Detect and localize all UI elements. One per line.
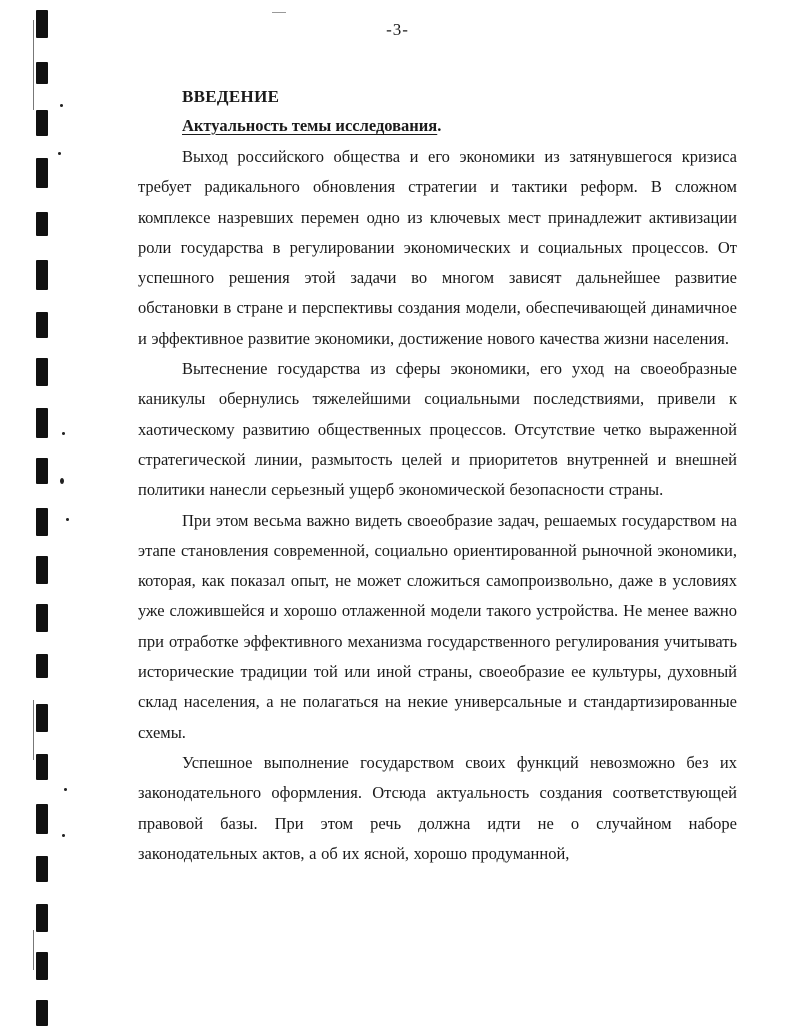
binding-hole [36,704,48,732]
scan-smudge [272,12,286,13]
scan-speck [58,152,61,155]
scan-speck [62,834,65,837]
scan-edge-line [33,930,34,970]
binding-hole [36,856,48,882]
binding-hole [36,952,48,980]
binding-hole [36,804,48,834]
binding-hole [36,158,48,188]
binding-hole [36,110,48,136]
binding-hole [36,1000,48,1026]
section-subheading [182,112,737,142]
binding-hole [36,458,48,484]
paragraph: Вытеснение государства из сферы экономики, его уход на своеобразные каникулы обернулись тяжелейшими социальными последствиями, привели к хаотическому развитию общественных процессов. Отсутствие четко выраженной стратегической линии, размытость целей и приоритетов внутренней и внешней политики нанесли серьезный ущерб экономической безопасности страны. [138,359,737,500]
paragraph: Успешное выполнение государством своих функций невозможно без их законодательного оформления. Отсюда актуальность создания соответствующей правовой базы. При этом речь должна идти не о случайном наборе законодательных актов, а об их ясной, хорошо продуманной, [138,752,737,863]
binding-hole [36,62,48,84]
binding-hole [36,212,48,236]
binding-hole [36,754,48,780]
scan-speck [60,104,63,107]
binding-holes [0,0,80,1026]
scan-speck [60,478,64,484]
binding-hole [36,604,48,632]
binding-hole [36,904,48,932]
subheading-text: Актуальность темы исследования [182,116,438,135]
binding-hole [36,654,48,678]
paragraph: При этом весьма важно видеть своеобразие задач, решаемых государством на этапе становления современной, социально ориентированной рыночной экономики, которая, как показал опыт, не может сложиться самопроизвольно, даже в условиях уже сложившейся и хорошо отлаженной модели такого устройства. Не менее важно при отработке эффективного механизма государственного регулирования учитывать исторические традиции той или иной страны, своеобразие ее культуры, духовный склад населения, а не полагаться на некие универсальные и стандартизированные схемы. [138,510,737,742]
paragraph: Выход российского общества и его экономики из затянувшегося кризиса требует радикального обновления стратегии и тактики реформ. В сложном комплексе назревших перемен одно из ключевых мест принадлежит активизации роли государства в регулировании экономических и социальных процессов. От успешного решения этой задачи во многом зависят дальнейшее развитие обстановки в стране и перспективы создания модели, обеспечивающей динамичное и эффективное развитие экономики, достижение нового качества жизни населения. [138,147,737,348]
scan-speck [62,432,65,435]
page-number: -3- [386,20,409,39]
scan-speck [64,788,67,791]
scan-speck [66,518,69,521]
binding-hole [36,408,48,438]
binding-hole [36,260,48,290]
binding-hole [36,358,48,386]
section-heading: ВВЕДЕНИЕ [182,87,280,106]
binding-hole [36,508,48,536]
scan-edge-line [33,700,34,760]
binding-hole [36,312,48,338]
subheading-period: . [437,116,442,135]
document-body [138,84,737,869]
binding-hole [36,556,48,584]
